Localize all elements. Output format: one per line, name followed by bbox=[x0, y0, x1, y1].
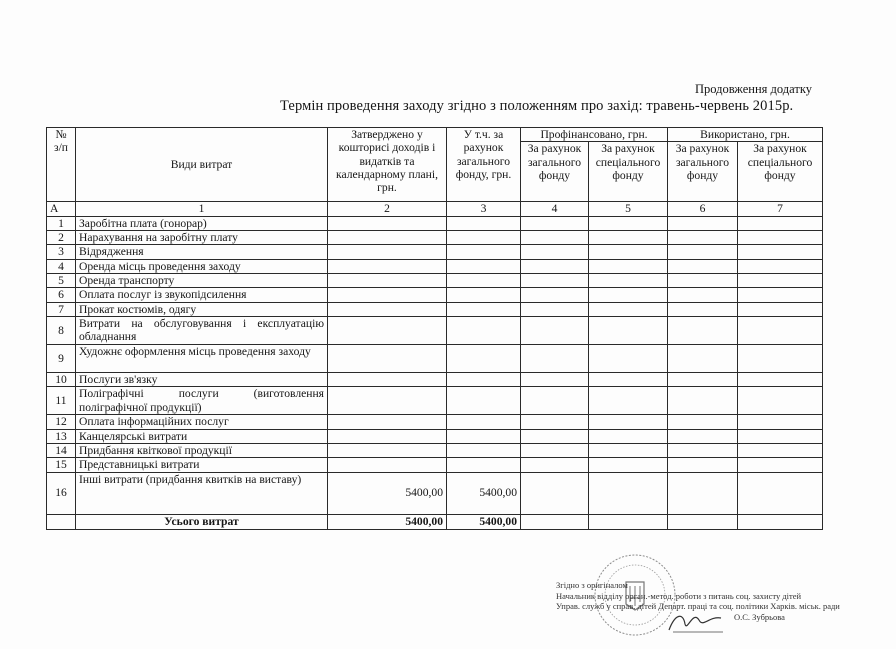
row-number: 3 bbox=[47, 245, 76, 259]
financed-special bbox=[589, 387, 668, 415]
total-financed-general bbox=[521, 514, 589, 529]
financed-general bbox=[521, 344, 589, 372]
row-number: 10 bbox=[47, 372, 76, 386]
used-special bbox=[738, 302, 823, 316]
approved-amount bbox=[328, 387, 447, 415]
financed-general bbox=[521, 387, 589, 415]
general-fund-amount bbox=[447, 458, 521, 472]
expense-name: Художнє оформлення місць проведення заходу bbox=[76, 344, 328, 372]
expense-row bbox=[47, 316, 823, 344]
expense-row bbox=[47, 472, 823, 514]
used-general bbox=[668, 273, 738, 287]
used-special bbox=[738, 472, 823, 514]
approved-amount bbox=[328, 302, 447, 316]
expense-name: Заробітна плата (гонорар) bbox=[76, 216, 328, 230]
financed-general bbox=[521, 472, 589, 514]
approved-amount bbox=[328, 259, 447, 273]
used-special bbox=[738, 288, 823, 302]
index-cell: 7 bbox=[738, 202, 823, 216]
sub-header-special-used: За рахунок спеціального фонду bbox=[738, 142, 823, 202]
financed-special bbox=[589, 443, 668, 457]
financed-general bbox=[521, 415, 589, 429]
approved-amount bbox=[328, 230, 447, 244]
group-header-financed: Профінансовано, грн. bbox=[521, 128, 668, 142]
approved-amount bbox=[328, 415, 447, 429]
expense-row bbox=[47, 302, 823, 316]
used-general bbox=[668, 415, 738, 429]
general-fund-amount bbox=[447, 415, 521, 429]
expense-name: Придбання квіткової продукції bbox=[76, 443, 328, 457]
index-cell: 4 bbox=[521, 202, 589, 216]
approved-amount bbox=[328, 458, 447, 472]
group-header-used: Використано, грн. bbox=[668, 128, 823, 142]
expense-name: Витрати на обслуговування і експлуатацію обладнання bbox=[76, 316, 328, 344]
used-general bbox=[668, 344, 738, 372]
certification-block bbox=[556, 580, 886, 623]
used-general bbox=[668, 443, 738, 457]
approved-amount bbox=[328, 245, 447, 259]
total-no bbox=[47, 514, 76, 529]
financed-special bbox=[589, 230, 668, 244]
index-cell: 2 bbox=[328, 202, 447, 216]
sub-header-general-used: За рахунок загального фонду bbox=[668, 142, 738, 202]
col-header-no: № з/п bbox=[47, 128, 76, 202]
general-fund-amount bbox=[447, 387, 521, 415]
header-row-1 bbox=[47, 128, 823, 142]
general-fund-amount bbox=[447, 288, 521, 302]
used-general bbox=[668, 458, 738, 472]
expense-row bbox=[47, 344, 823, 372]
general-fund-amount bbox=[447, 259, 521, 273]
total-label: Усього витрат bbox=[76, 514, 328, 529]
col-header-type: Види витрат bbox=[76, 128, 328, 202]
approved-amount bbox=[328, 372, 447, 386]
general-fund-amount bbox=[447, 230, 521, 244]
sub-header-general-financed: За рахунок загального фонду bbox=[521, 142, 589, 202]
used-general bbox=[668, 288, 738, 302]
expense-name: Інші витрати (придбання квитків на виставу) bbox=[76, 472, 328, 514]
approved-amount bbox=[328, 273, 447, 287]
financed-special bbox=[589, 216, 668, 230]
used-special bbox=[738, 245, 823, 259]
row-number: 12 bbox=[47, 415, 76, 429]
expense-name: Оплата послуг із звукопідсилення bbox=[76, 288, 328, 302]
row-number: 4 bbox=[47, 259, 76, 273]
approved-amount bbox=[328, 344, 447, 372]
used-general bbox=[668, 429, 738, 443]
index-row bbox=[47, 202, 823, 216]
expense-name: Оренда місць проведення заходу bbox=[76, 259, 328, 273]
financed-special bbox=[589, 245, 668, 259]
financed-general bbox=[521, 372, 589, 386]
expense-row bbox=[47, 273, 823, 287]
financed-special bbox=[589, 472, 668, 514]
total-used-general bbox=[668, 514, 738, 529]
expense-name: Представницькі витрати bbox=[76, 458, 328, 472]
total-financed-special bbox=[589, 514, 668, 529]
cert-line-2: Начальник відділу орган.-метод. роботи з питань соц. захисту дітей bbox=[556, 590, 802, 601]
row-number: 15 bbox=[47, 458, 76, 472]
expense-name: Оренда транспорту bbox=[76, 273, 328, 287]
used-special bbox=[738, 216, 823, 230]
approved-amount bbox=[328, 288, 447, 302]
general-fund-amount bbox=[447, 429, 521, 443]
financed-general bbox=[521, 259, 589, 273]
row-number: 6 bbox=[47, 288, 76, 302]
row-number: 13 bbox=[47, 429, 76, 443]
expense-row bbox=[47, 443, 823, 457]
sub-header-special-financed: За рахунок спеціального фонду bbox=[589, 142, 668, 202]
financed-general bbox=[521, 216, 589, 230]
financed-general bbox=[521, 443, 589, 457]
general-fund-amount bbox=[447, 273, 521, 287]
approved-amount: 5400,00 bbox=[328, 472, 447, 514]
used-general bbox=[668, 372, 738, 386]
financed-special bbox=[589, 458, 668, 472]
expenses-table bbox=[46, 127, 823, 530]
used-general bbox=[668, 316, 738, 344]
financed-special bbox=[589, 316, 668, 344]
total-used-special bbox=[738, 514, 823, 529]
general-fund-amount bbox=[447, 344, 521, 372]
financed-general bbox=[521, 273, 589, 287]
col-header-general: У т.ч. за рахунок загального фонду, грн. bbox=[447, 128, 521, 202]
approved-amount bbox=[328, 429, 447, 443]
financed-general bbox=[521, 316, 589, 344]
financed-general bbox=[521, 245, 589, 259]
index-cell: 1 bbox=[76, 202, 328, 216]
used-special bbox=[738, 372, 823, 386]
expense-name: Послуги зв'язку bbox=[76, 372, 328, 386]
used-general bbox=[668, 387, 738, 415]
row-number: 14 bbox=[47, 443, 76, 457]
expense-name: Канцелярські витрати bbox=[76, 429, 328, 443]
expense-row bbox=[47, 372, 823, 386]
expense-row bbox=[47, 230, 823, 244]
financed-special bbox=[589, 344, 668, 372]
expense-row bbox=[47, 387, 823, 415]
financed-special bbox=[589, 415, 668, 429]
row-number: 11 bbox=[47, 387, 76, 415]
expense-name: Відрядження bbox=[76, 245, 328, 259]
financed-special bbox=[589, 429, 668, 443]
approved-amount bbox=[328, 316, 447, 344]
expense-name: Нарахування на заробітну плату bbox=[76, 230, 328, 244]
used-special bbox=[738, 458, 823, 472]
col-header-approved: Затверджено у кошторисі доходів і видатків та календарному плані, грн. bbox=[328, 128, 447, 202]
expense-row bbox=[47, 429, 823, 443]
used-special bbox=[738, 344, 823, 372]
expense-name: Оплата інформаційних послуг bbox=[76, 415, 328, 429]
used-special bbox=[738, 230, 823, 244]
row-number: 9 bbox=[47, 344, 76, 372]
used-general bbox=[668, 230, 738, 244]
continuation-note: Продовження додатку bbox=[694, 82, 812, 96]
expense-row bbox=[47, 458, 823, 472]
general-fund-amount bbox=[447, 372, 521, 386]
row-number: 7 bbox=[47, 302, 76, 316]
cert-line-1: Згідно з оригіналом bbox=[556, 580, 628, 590]
general-fund-amount: 5400,00 bbox=[447, 472, 521, 514]
index-cell: 6 bbox=[668, 202, 738, 216]
cert-line-3: Управ. служб у справ. дітей Департ. праці та соц. політики Харків. міськ. ради bbox=[556, 601, 840, 612]
used-special bbox=[738, 316, 823, 344]
index-cell: А bbox=[47, 202, 76, 216]
financed-special bbox=[589, 372, 668, 386]
general-fund-amount bbox=[447, 443, 521, 457]
approved-amount bbox=[328, 216, 447, 230]
row-number: 5 bbox=[47, 273, 76, 287]
used-special bbox=[738, 273, 823, 287]
approved-amount bbox=[328, 443, 447, 457]
used-special bbox=[738, 429, 823, 443]
expense-name: Поліграфічні послуги (виготовлення поліграфічної продукції) bbox=[76, 387, 328, 415]
used-general bbox=[668, 472, 738, 514]
row-number: 16 bbox=[47, 472, 76, 514]
financed-general bbox=[521, 302, 589, 316]
expense-name: Прокат костюмів, одягу bbox=[76, 302, 328, 316]
row-number: 8 bbox=[47, 316, 76, 344]
total-general: 5400,00 bbox=[447, 514, 521, 529]
financed-special bbox=[589, 288, 668, 302]
document-title: Термін проведення заходу згідно з положенням про захід: травень-червень 2015р. bbox=[280, 98, 794, 114]
financed-general bbox=[521, 429, 589, 443]
total-approved: 5400,00 bbox=[328, 514, 447, 529]
expense-row bbox=[47, 415, 823, 429]
used-general bbox=[668, 302, 738, 316]
general-fund-amount bbox=[447, 302, 521, 316]
used-special bbox=[738, 443, 823, 457]
index-cell: 5 bbox=[589, 202, 668, 216]
financed-general bbox=[521, 288, 589, 302]
used-special bbox=[738, 415, 823, 429]
general-fund-amount bbox=[447, 245, 521, 259]
expense-row bbox=[47, 259, 823, 273]
expense-row bbox=[47, 288, 823, 302]
financed-special bbox=[589, 259, 668, 273]
row-number: 2 bbox=[47, 230, 76, 244]
financed-special bbox=[589, 273, 668, 287]
used-special bbox=[738, 259, 823, 273]
financed-general bbox=[521, 458, 589, 472]
general-fund-amount bbox=[447, 216, 521, 230]
used-general bbox=[668, 259, 738, 273]
index-cell: 3 bbox=[447, 202, 521, 216]
expense-row bbox=[47, 216, 823, 230]
financed-special bbox=[589, 302, 668, 316]
expense-row bbox=[47, 245, 823, 259]
used-special bbox=[738, 387, 823, 415]
used-general bbox=[668, 216, 738, 230]
general-fund-amount bbox=[447, 316, 521, 344]
cert-signer-name: О.С. Зубрьова bbox=[734, 611, 785, 622]
row-number: 1 bbox=[47, 216, 76, 230]
used-general bbox=[668, 245, 738, 259]
total-row bbox=[47, 514, 823, 529]
financed-general bbox=[521, 230, 589, 244]
